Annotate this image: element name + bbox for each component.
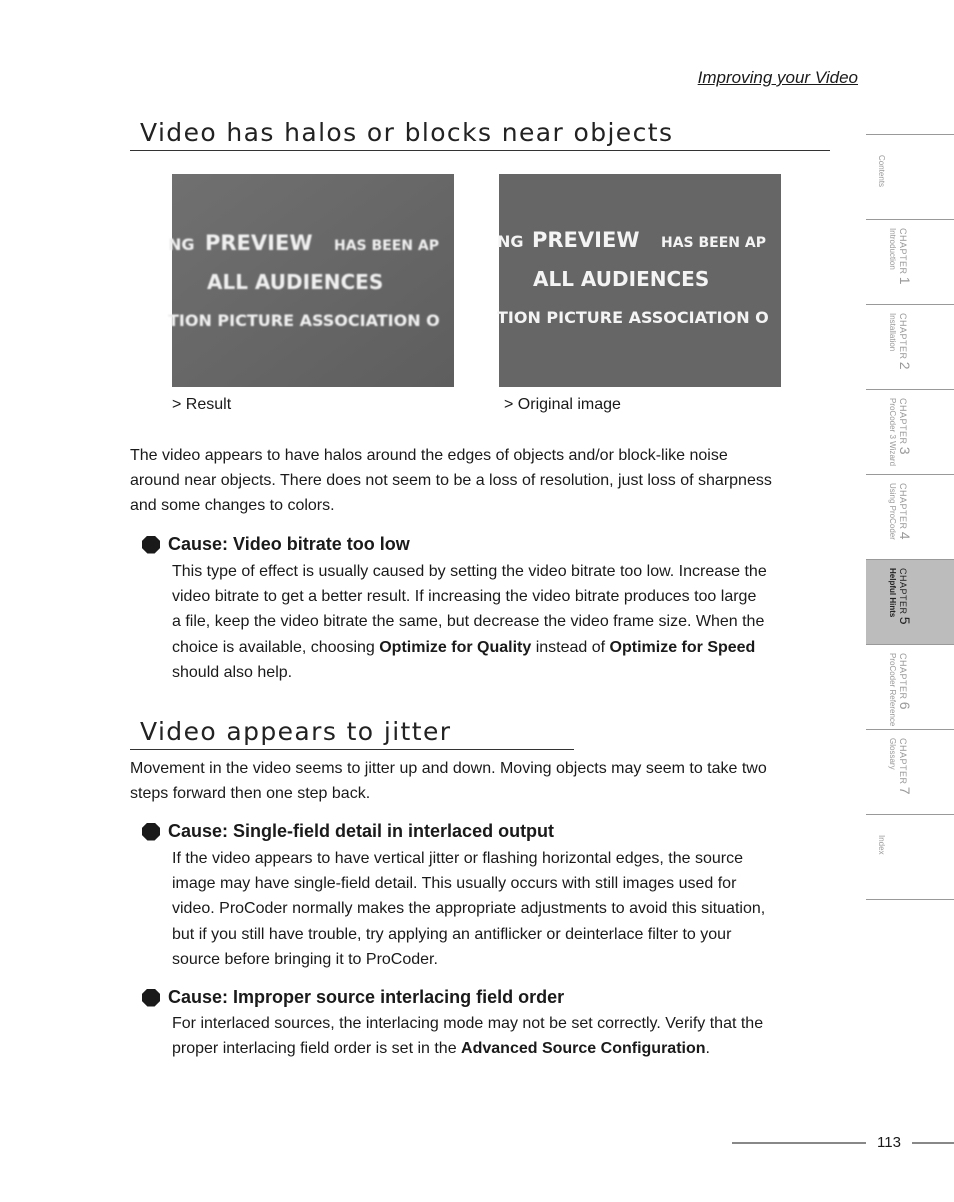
result-caption: > Result <box>172 396 232 413</box>
page-number: 113 <box>877 1134 901 1151</box>
cause-single-field-heading <box>142 821 554 842</box>
sidebar-tab-label: CHAPTER 5 Helpful Hints <box>888 568 913 625</box>
sidebar-tab-label: CHAPTER 2 Installation <box>888 313 913 370</box>
sidebar-tab-label: CHAPTER 6 ProCoder Reference <box>888 653 913 727</box>
footer-rule-left <box>732 1142 866 1144</box>
footer-rule-right <box>912 1142 954 1144</box>
figure-text-right: HAS BEEN AP <box>334 238 439 254</box>
sidebar-tab-label: CHAPTER 7 Glossary <box>888 738 913 795</box>
optimize-quality-term: Optimize for Quality <box>379 638 532 656</box>
cause-bitrate-heading <box>142 534 410 555</box>
sidebar-tab-label: CHAPTER 3 ProCoder 3 Wizard <box>888 398 913 467</box>
cause-single-field-title: Cause: Single-field detail in interlaced output <box>168 821 555 841</box>
advanced-source-config-term: Advanced Source Configuration <box>461 1040 706 1058</box>
figure-text-audiences: ALL AUDIENCES <box>533 267 710 291</box>
sidebar-tab-chapter-7[interactable] <box>866 729 954 814</box>
original-caption: > Original image <box>504 396 621 413</box>
section-heading-halos: Video has halos or blocks near objects <box>130 116 830 151</box>
cause-field-order-heading <box>142 987 564 1008</box>
original-image <box>499 174 781 387</box>
cause-bitrate-title: Cause: Video bitrate too low <box>168 534 410 554</box>
sidebar-tab-label: CHAPTER 1 Introduction <box>888 228 913 285</box>
sidebar-tab-chapter-4[interactable] <box>866 474 954 559</box>
figure-text-preview: PREVIEW <box>532 228 640 252</box>
figure-text-association: TION PICTURE ASSOCIATION O <box>497 308 769 327</box>
figure-text-association: TION PICTURE ASSOCIATION O <box>168 311 440 330</box>
sidebar-tab-contents-label: Contents <box>877 155 886 188</box>
sidebar-tab-contents[interactable] <box>866 134 954 219</box>
halos-intro-paragraph: The video appears to have halos around the edges of objects and/or block-like noise around near objects. There does not seem to be a loss of resolution, just loss of sharpness and some changes to colors. <box>130 447 772 515</box>
cause-field-order-paragraph: For interlaced sources, the interlacing mode may not be set correctly. Verify that the proper interlacing field order is set in the Advanced Source Configuration. <box>172 1015 764 1058</box>
figure-text-left: NG <box>497 232 524 251</box>
result-image-graphic <box>168 174 454 387</box>
cause-bitrate-paragraph: This type of effect is usually caused by setting the video bitrate too low. Increase the video bitrate to get a better result. If increasing the video bitrate produces too large a file, keep the video bitrate the same, but decrease the video frame size. When the choice is available, choosing Optimize for Quality instead of Optimize for Speed should also help. <box>172 563 767 681</box>
sidebar-tab-chapter-1[interactable] <box>866 219 954 304</box>
sidebar-tab-index-label: Index <box>877 835 886 855</box>
figure-text-right: HAS BEEN AP <box>661 235 766 251</box>
figure-text-left: NG <box>168 235 195 254</box>
sidebar-tab-chapter-6[interactable] <box>866 644 954 729</box>
bullet-icon <box>142 536 160 554</box>
bullet-icon <box>142 989 160 1007</box>
jitter-intro-paragraph: Movement in the video seems to jitter up and down. Moving objects may seem to take two steps forward then one step back. <box>130 760 767 803</box>
result-image <box>168 174 454 387</box>
sidebar-tab-label: CHAPTER 4 Using ProCoder <box>888 483 913 540</box>
original-image-graphic <box>499 174 781 387</box>
sidebar-tab-index[interactable] <box>866 814 954 900</box>
figure-text-audiences: ALL AUDIENCES <box>207 270 384 294</box>
chapter-sidebar <box>866 134 954 900</box>
optimize-speed-term: Optimize for Speed <box>609 638 756 656</box>
figure-text-preview: PREVIEW <box>205 231 313 255</box>
running-head: Improving your Video <box>697 68 858 87</box>
cause-single-field-paragraph: If the video appears to have vertical jitter or flashing horizontal edges, the source image may have single-field detail. This usually occurs with still images used for video. ProCoder normally makes the appropriate adjustments to avoid this situation, but if you still have trouble, try applying an antiflicker or deinterlace filter to your source before bringing it to ProCoder. <box>172 850 766 968</box>
sidebar-tab-chapter-3[interactable] <box>866 389 954 474</box>
bullet-icon <box>142 823 160 841</box>
sidebar-tab-chapter-5[interactable] <box>866 559 954 644</box>
section-heading-jitter: Video appears to jitter <box>130 715 574 750</box>
sidebar-tab-chapter-2[interactable] <box>866 304 954 389</box>
cause-field-order-title: Cause: Improper source interlacing field order <box>168 987 565 1007</box>
